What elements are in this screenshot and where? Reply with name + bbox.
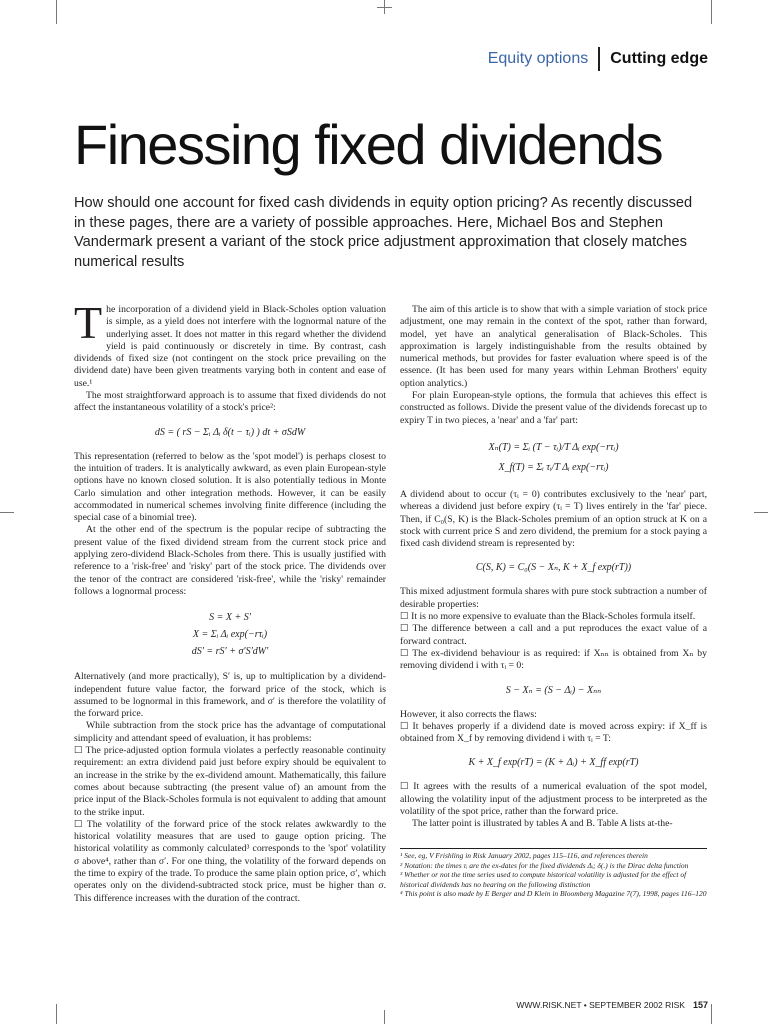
page-number: 157 [692, 1000, 708, 1010]
equation-line: X_f(T) = Σᵢ τᵢ/T Δᵢ exp(−rτᵢ) [498, 461, 609, 473]
paragraph: At the other end of the spectrum is the popular recipe of subtracting the present value of the fixed dividend stream from the current stock price and applying zero-dividend Black-Scholes from there. This is usually justified with reference to a 'risk-free' and 'risky' part of the stock price. The dividends over the tenor of the contract are considered 'risk-free', while the 'risky' remainder follows a lognormal process: [74, 524, 386, 597]
right-column [400, 304, 707, 831]
bullet-paragraph: ☐ The volatility of the forward price of the stock relates awkwardly to the historical volatility measures that are used to gauge option pricing. The historical volatility as commonly calculated³ corresponds to the 'spot' volatility σ above⁴, rather than σ′. For one thing, the volatility of the forward depends on the time to expiry of the trade. To produce the same plain option price, σ′, which operates only on the dividend-subtracted stock price, must be higher than σ. This difference increases with the duration of the contract. [74, 818, 386, 904]
bullet-paragraph: ☐ It agrees with the results of a numerical evaluation of the spot model, allowing the volatility input of the adjustment process to be interpreted as the volatility of the spot price, rather than the forward price. [400, 781, 707, 818]
crop-mark [56, 1004, 57, 1024]
equation-forward-model [74, 609, 386, 660]
crop-mark [56, 0, 57, 24]
left-column [74, 297, 386, 905]
paragraph: A dividend about to occur (τᵢ = 0) contributes exclusively to the 'near' part, whereas a dividend just before expiry (τᵢ = T) lives entirely in the 'far' piece. Then, if C₀(S, K) is the Black-Scholes premium of an option struck at K on a stock with current price S and zero dividend, the premium for a stock paying a fixed cash dividend stream is represented by: [400, 488, 707, 550]
equation-ex-dividend: S − Xₙ = (S − Δᵢ) − Xₙₙ [505, 684, 602, 696]
bullet-paragraph: ☐ The price-adjusted option formula violates a perfectly reasonable continuity requirement: an extra dividend paid just before expiry should be equivalent to an increase in the strike by the ex-dividend amount. Mathematically, this failure comes about because subtracting (the present value of) an amount from the price input of the Black-Scholes formula is not equivalent to adding that amount to the strike input. [74, 745, 386, 818]
equation-line: S = X + S′ [209, 612, 251, 624]
paragraph: While subtraction from the stock price has the advantage of computational simplicity and attendant speed of evaluation, it has problems: [74, 720, 386, 744]
equation-premium: C(S, K) = C₀(S − Xₙ, K + X_f exp(rT)) [475, 562, 632, 574]
equation-spot-model: dS = ( rS − Σᵢ Δᵢ δ(t − τᵢ) ) dt + σSdW [154, 426, 306, 438]
crop-mark [0, 512, 14, 513]
intro-text: he incorporation of a dividend yield in Black-Scholes option valuation is simple, as a yield does not interfere with the lognormal nature of the underlying asset. It does not matter in this regard whether the dividend yield is paid continuously or discretely in time. By contrast, cash dividends of fixed size (not contingent on the stock price prevailing on the dividend date) have been given treatments varying both in content and ease of use.¹ [74, 304, 386, 389]
crop-mark [711, 1004, 712, 1024]
paragraph: This representation (referred to below as the 'spot model') is perhaps closest to the intuition of traders. It is analytically awkward, as even plain European-style options have no known closed solution. It is also potentially tedious in Monte Carlo simulation and other integration methods. However, it can be easily accommodated in numerical schemes involving finite difference (including the special case of a binomial tree). [74, 450, 386, 524]
running-header [488, 46, 708, 72]
equation-near-far [400, 438, 707, 478]
crop-mark [711, 0, 712, 24]
paragraph: For plain European-style options, the formula that achieves this effect is constructed as follows. Divide the present value of the dividends forecast up to expiry T in two pieces, a 'near' and a 'far' part: [400, 390, 707, 426]
paragraph: The latter point is illustrated by tables A and B. Table A lists at-the- [412, 818, 673, 830]
equation-line: X = Σᵢ Δᵢ exp(−rτᵢ) [192, 629, 268, 641]
intro-paragraph [74, 297, 386, 390]
bullet-paragraph: ☐ The difference between a call and a put reproduces the exact value of a forward contract. [400, 623, 707, 647]
equation-line: Xₙ(T) = Σᵢ (T − τᵢ)/T Δᵢ exp(−rτᵢ) [488, 441, 619, 453]
bullet-paragraph: ☐ It is no more expensive to evaluate than the Black-Scholes formula itself. [400, 611, 696, 623]
footnote: ¹ See, eg, V Frishling in Risk January 2002, pages 115–116, and references therein [400, 851, 648, 860]
paragraph: The aim of this article is to show that with a simple variation of stock price adjustment, one may remain in the context of the spot, rather than forward, model, yet have an analytical generalisation of Black-Scholes. This approximation is largely indistinguishable from the results obtained by numerical methods, but provides for faster evaluation where speed is of the essence. (It has been used for many years within Lehman Brothers' equity option analytics.) [400, 304, 707, 389]
footnotes [400, 848, 707, 899]
crop-mark [384, 1010, 385, 1024]
crop-mark [754, 512, 768, 513]
standfirst: How should one account for fixed cash dividends in equity option pricing? As recently discussed in these pages, there are a variety of possible approaches. Here, Michael Bos and Stephen Vandermark present a variant of the stock price adjustment approximation that closely matches numerical results [74, 195, 693, 270]
page-footer [516, 1000, 708, 1010]
bullet-paragraph: ☐ The ex-dividend behaviour is as required: if Xₙₙ is obtained from Xₙ by removing dividend i with τᵢ = 0: [400, 647, 707, 672]
equation-expiry: K + X_f exp(rT) = (K + Δᵢ) + X_ff exp(rT) [468, 757, 639, 769]
footer-text: WWW.RISK.NET • SEPTEMBER 2002 RISK [516, 1000, 685, 1010]
article-title: Finessing fixed dividends [74, 113, 663, 176]
equation-line: dS′ = rS′ + σ′S′dW′ [191, 646, 269, 658]
paragraph: This mixed adjustment formula shares with pure stock subtraction a number of desirable properties: [400, 586, 707, 610]
paragraph: Alternatively (and more practically), S′ is, up to multiplication by a dividend-independent future value factor, the forward price of the stock, which is assumed to be lognormal in this framework, and σ′ is therefore the volatility of the forward price. [74, 671, 386, 720]
footnote: ⁴ This point is also made by E Berger and D Klein in Bloomberg Magazine 7(7), 1998, pages 116–120 [400, 889, 707, 899]
category-label: Cutting edge [610, 50, 708, 67]
paragraph: The most straightforward approach is to assume that fixed dividends do not affect the instantaneous volatility of a stock's price²: [74, 390, 386, 414]
paragraph: However, it also corrects the flaws: [400, 708, 537, 720]
bullet-paragraph: ☐ It behaves properly if a dividend date is moved across expiry: if X_ff is obtained from X_f by removing dividend i with τᵢ = T: [400, 720, 707, 745]
section-label: Equity options [487, 50, 589, 67]
drop-cap: T [74, 297, 103, 348]
footnote: ² Notation: the times τᵢ are the ex-dates for the fixed dividends Δᵢ; δ(.) is the Dirac delta function [400, 860, 689, 870]
crop-mark [377, 7, 392, 8]
footnote: ³ Whether or not the time series used to compute historical volatility is adjusted for the effect of historical dividends has no bearing on the following distinction [400, 870, 687, 889]
